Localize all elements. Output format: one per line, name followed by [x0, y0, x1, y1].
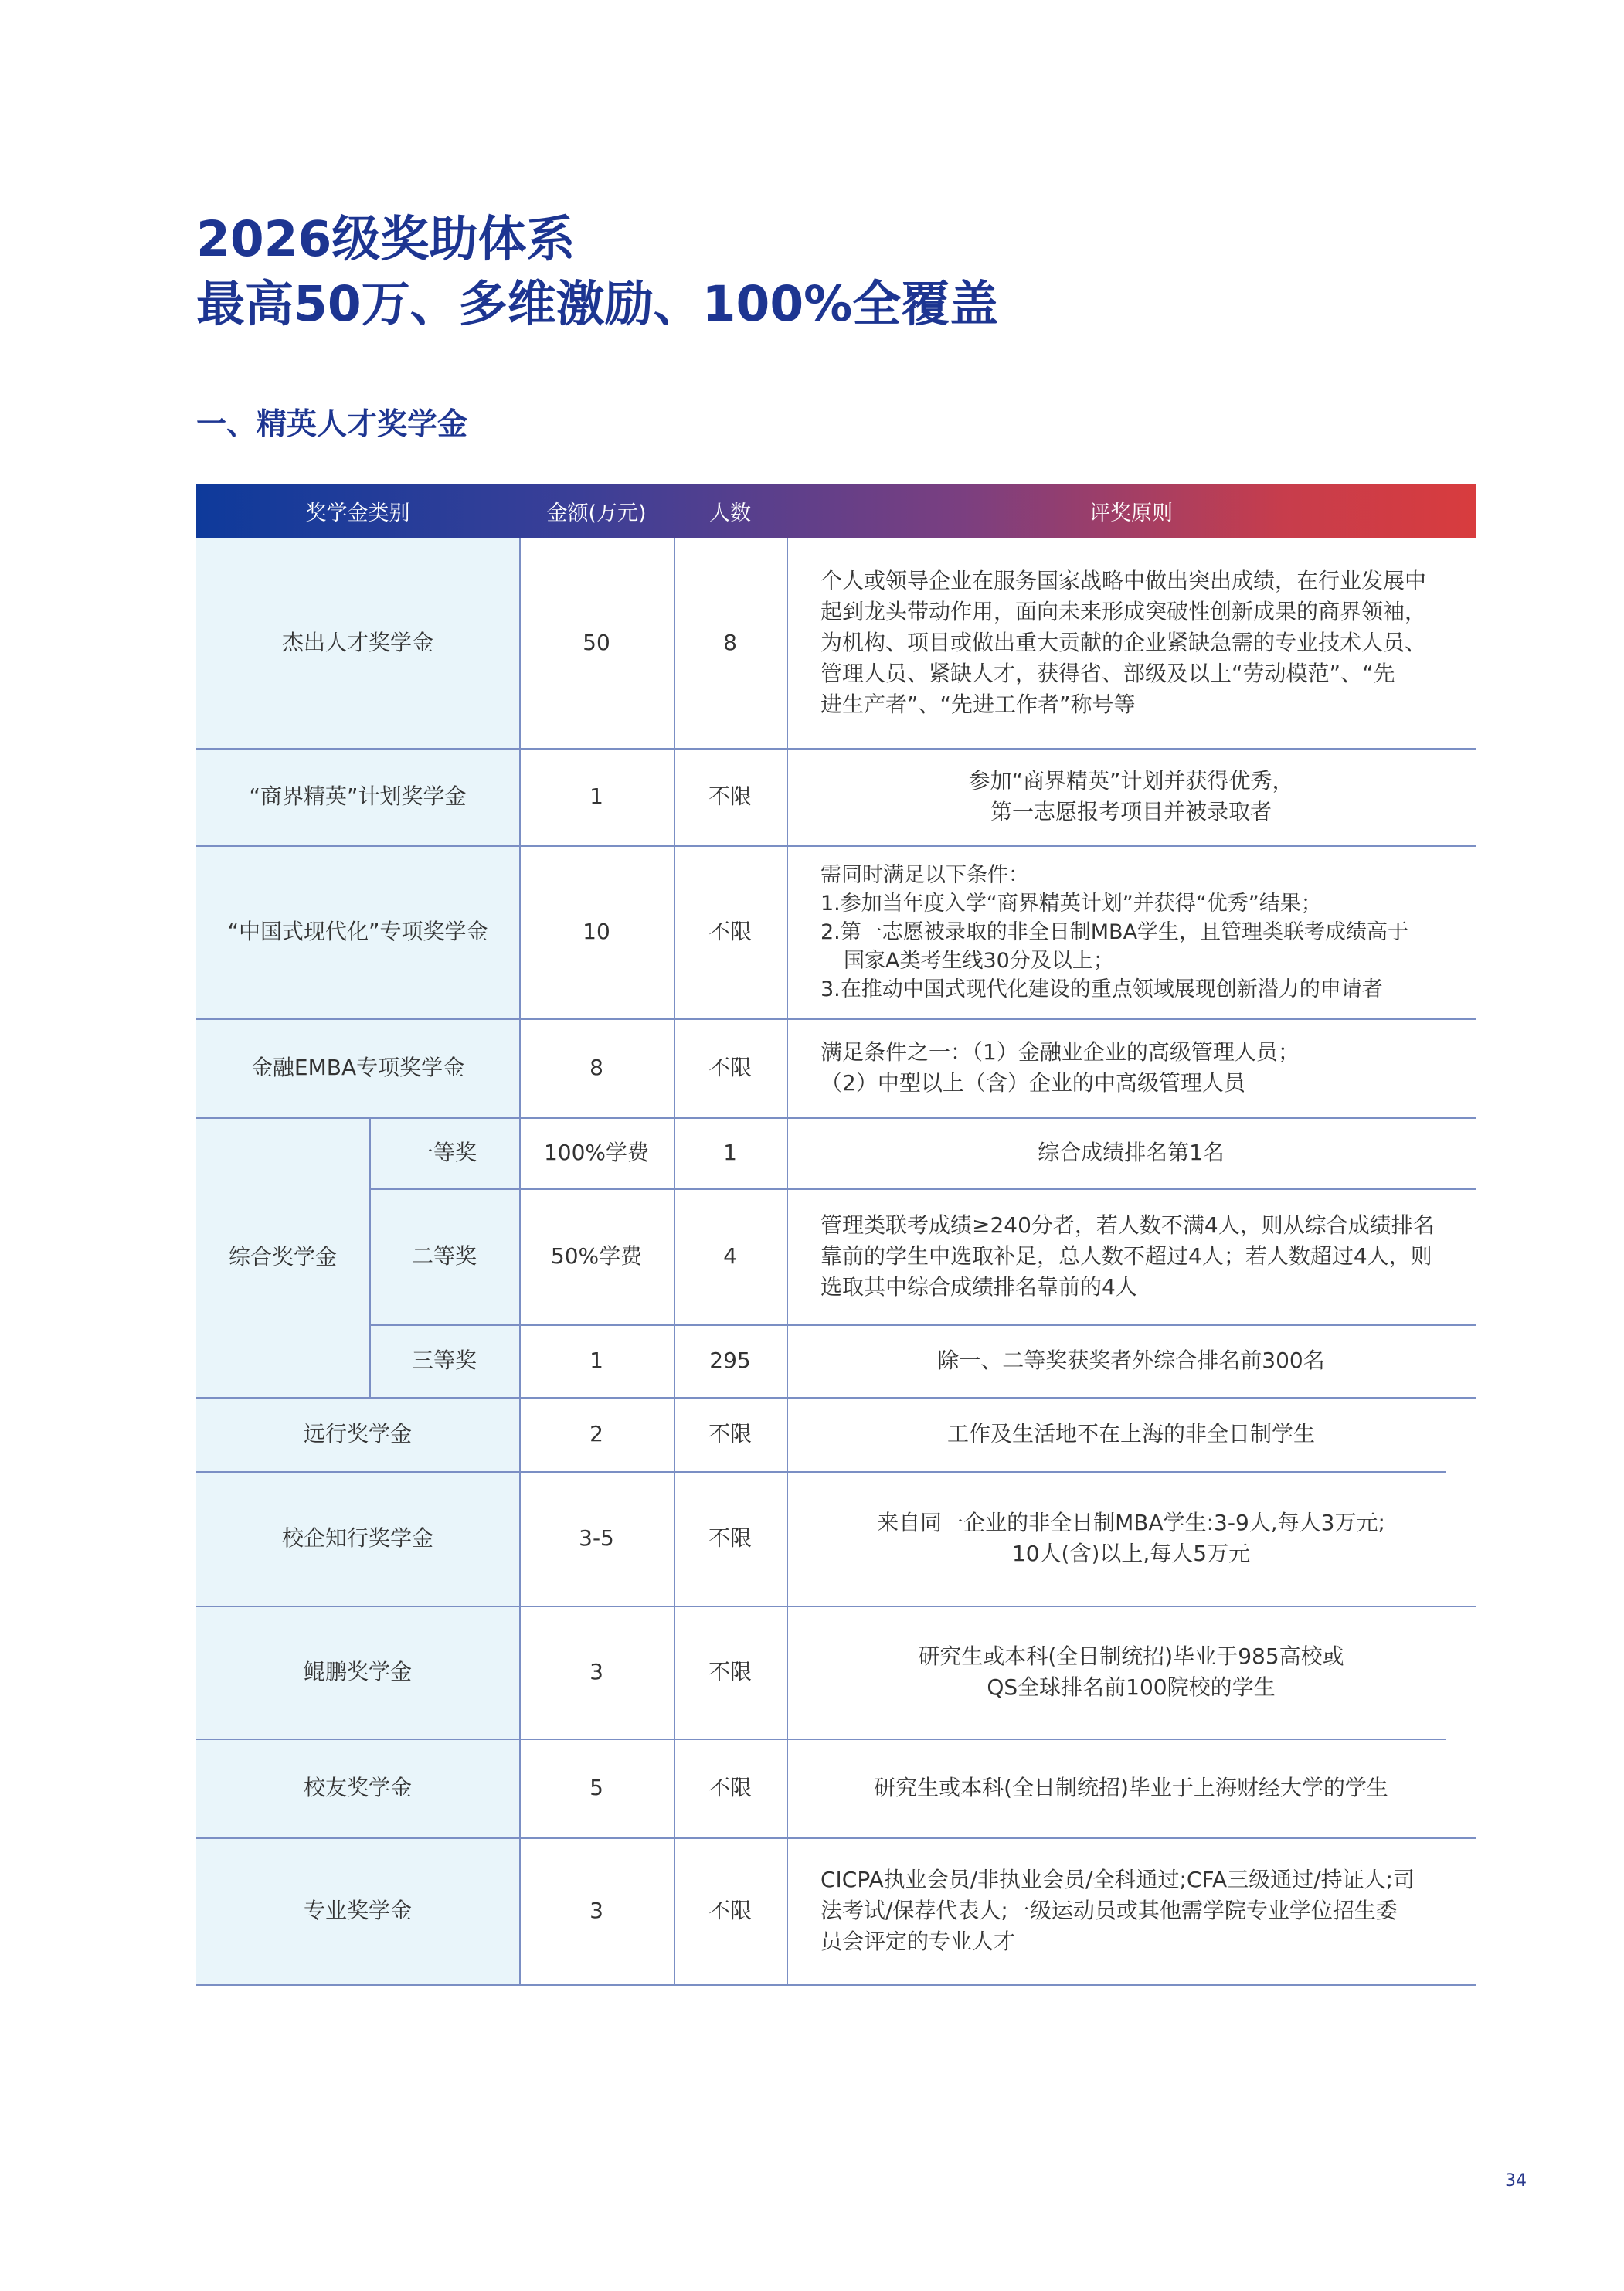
row1-criteria: 个人或领导企业在服务国家战略中做出突出成绩，在行业发展中 起到龙头带动作用，面向未来形成突破性创新成果的商界领袖， 为机构、项目或做出重大贡献的企业紧缺急需的专业技术人员、 管理人员、紧缺人才，获得省、部级及以上“劳动模范”、“先 进生产者”、“先进工作者”称号等 [820, 568, 1427, 717]
row10-category: 鲲鹏奖学金 [303, 1659, 412, 1684]
row1-category: 杰出人才奖学金 [281, 630, 433, 655]
row12-criteria: CICPA执业会员/非执业会员/全科通过;CFA三级通过/持证人;司 法考试/保荐代表人;一级运动员或其他需学院专业学位招生委 员会评定的专业人才 [820, 1867, 1415, 1954]
row4-category: 金融EMBA专项奖学金 [250, 1055, 465, 1080]
row10-amount: 3 [589, 1659, 603, 1684]
row4-criteria: 满足条件之一：（1）金融业企业的高级管理人员； （2）中型以上（含）企业的中高级管理人员 [820, 1039, 1300, 1096]
title-line-2: 最高50万、多维激励、100%全覆盖 [196, 276, 999, 332]
row2-count: 不限 [708, 783, 752, 809]
row7-criteria: 除一、二等奖获奖者外综合排名前300名 [937, 1348, 1325, 1373]
header-criteria: 评奖原则 [1089, 501, 1173, 525]
row-divider [196, 1984, 1476, 1986]
row9-amount: 3-5 [579, 1525, 614, 1551]
row9-criteria: 来自同一企业的非全日制MBA学生:3-9人,每人3万元; 10人(含)以上,每人5万元 [877, 1510, 1385, 1566]
row9-category: 校企知行奖学金 [281, 1525, 433, 1551]
row6-sub: 二等奖 [411, 1243, 477, 1269]
row12-amount: 3 [589, 1898, 603, 1923]
row8-criteria: 工作及生活地不在上海的非全日制学生 [946, 1421, 1315, 1446]
row6-criteria: 管理类联考成绩≥240分者，若人数不满4人，则从综合成绩排名 靠前的学生中选取补足，总人数不超过4人；若人数超过4人，则 选取其中综合成绩排名靠前的4人 [820, 1212, 1435, 1300]
row12-count: 不限 [708, 1898, 752, 1923]
row3-category: “中国式现代化”专项奖学金 [227, 919, 488, 944]
page-title [196, 207, 998, 337]
row5-amount: 100%学费 [543, 1140, 650, 1165]
row11-category: 校友奖学金 [303, 1775, 412, 1800]
row7-count: 295 [709, 1348, 751, 1373]
row4-count: 不限 [708, 1055, 752, 1080]
row3-amount: 10 [583, 919, 610, 944]
header-amount: 金额(万元) [546, 501, 647, 525]
row11-amount: 5 [589, 1775, 603, 1800]
row12-category: 专业奖学金 [303, 1898, 412, 1923]
row5-criteria: 综合成绩排名第1名 [1038, 1140, 1225, 1165]
row10-criteria: 研究生或本科(全日制统招)毕业于985高校或 QS全球排名前100院校的学生 [918, 1643, 1344, 1700]
page-number: 34 [1505, 2171, 1527, 2191]
section-title: 一、精英人才奖学金 [196, 407, 468, 442]
row8-amount: 2 [589, 1421, 603, 1446]
row5-sub: 一等奖 [411, 1140, 477, 1165]
row6-count: 4 [723, 1243, 737, 1269]
row2-criteria: 参加“商界精英”计划并获得优秀， 第一志愿报考项目并被录取者 [968, 768, 1294, 824]
row10-count: 不限 [708, 1659, 752, 1684]
row8-category: 远行奖学金 [303, 1421, 412, 1446]
scholarship-table [196, 538, 1476, 1986]
row2-amount: 1 [589, 783, 603, 809]
row7-amount: 1 [589, 1348, 603, 1373]
table-header [196, 484, 1476, 538]
row9-count: 不限 [708, 1525, 752, 1551]
row4-amount: 8 [589, 1055, 603, 1080]
row11-criteria: 研究生或本科(全日制统招)毕业于上海财经大学的学生 [874, 1775, 1388, 1800]
row1-amount: 50 [583, 630, 610, 655]
row3-count: 不限 [708, 919, 752, 944]
header-count: 人数 [709, 501, 751, 525]
row5-category: 综合奖学金 [228, 1244, 337, 1270]
row3-criteria: 需同时满足以下条件： 1.参加当年度入学“商界精英计划”并获得“优秀”结果； 2.第一志愿被录取的非全日制MBA学生，且管理类联考成绩高于 国家A类考生线30分及以上； 3.在推动中国式现代化建设的重点领域展现创新潜力的申请者 [820, 862, 1409, 1001]
row7-sub: 三等奖 [411, 1348, 477, 1373]
row11-count: 不限 [708, 1775, 752, 1800]
row5-count: 1 [723, 1140, 737, 1165]
title-line-1: 2026级奖助体系 [196, 211, 576, 267]
row6-amount: 50%学费 [550, 1243, 643, 1269]
header-category: 奖学金类别 [305, 501, 410, 525]
row2-category: “商界精英”计划奖学金 [249, 783, 467, 809]
row8-count: 不限 [708, 1421, 752, 1446]
row1-count: 8 [723, 630, 737, 655]
